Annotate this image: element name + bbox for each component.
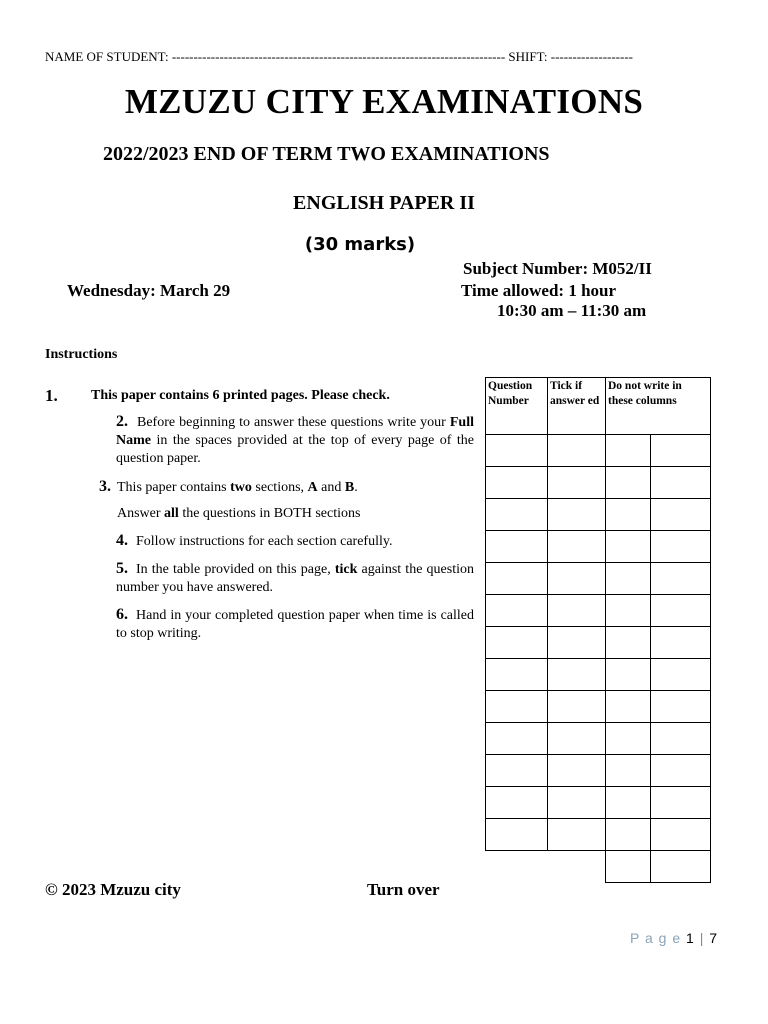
- marker-cell: [651, 819, 711, 851]
- marker-cell: [651, 659, 711, 691]
- marker-cell: [651, 787, 711, 819]
- table-row: [486, 755, 711, 787]
- marker-cell: [651, 723, 711, 755]
- instruction-number: 4.: [116, 532, 128, 549]
- instructions-heading: Instructions: [45, 347, 118, 362]
- table-row: [486, 851, 711, 883]
- column-header-question-number: Question Number: [486, 378, 548, 435]
- answer-cell[interactable]: [548, 435, 606, 467]
- instruction-5: In the table provided on this page, tick against the question number you have answered.: [116, 562, 474, 595]
- page-number: P a g e 1 | 7: [630, 930, 719, 946]
- table-row: [486, 691, 711, 723]
- marker-cell: [606, 755, 651, 787]
- instruction-2: Before beginning to answer these questions write your Full Name in the spaces provided at the top of every page of the question paper.: [116, 415, 474, 466]
- answer-cell[interactable]: [548, 723, 606, 755]
- answer-cell[interactable]: [486, 787, 548, 819]
- marker-cell: [651, 499, 711, 531]
- turn-over-note: Turn over: [367, 880, 440, 899]
- marker-cell: [606, 659, 651, 691]
- answer-cell[interactable]: [548, 467, 606, 499]
- answer-cell[interactable]: [548, 819, 606, 851]
- table-row: [486, 595, 711, 627]
- table-row: [486, 531, 711, 563]
- answer-cell[interactable]: [486, 627, 548, 659]
- instruction-4: Follow instructions for each section carefully.: [136, 534, 393, 549]
- marker-cell: [606, 723, 651, 755]
- blank-cell: [486, 851, 606, 883]
- answer-cell[interactable]: [486, 691, 548, 723]
- answer-cell[interactable]: [548, 627, 606, 659]
- instruction-number: 2.: [116, 413, 128, 430]
- answer-cell[interactable]: [548, 755, 606, 787]
- marker-cell: [651, 563, 711, 595]
- column-header-do-not-write: Do not write in these columns: [606, 378, 711, 435]
- answer-tick-table: [485, 377, 711, 883]
- answer-cell[interactable]: [548, 787, 606, 819]
- answer-cell[interactable]: [548, 499, 606, 531]
- answer-cell[interactable]: [548, 659, 606, 691]
- table-row: [486, 627, 711, 659]
- answer-cell[interactable]: [486, 723, 548, 755]
- instruction-number: 3.: [99, 478, 111, 495]
- answer-cell[interactable]: [486, 659, 548, 691]
- table-row: [486, 467, 711, 499]
- column-header-tick: Tick if answer ed: [548, 378, 606, 435]
- copyright: © 2023 Mzuzu city: [45, 880, 181, 899]
- marker-cell: [606, 531, 651, 563]
- marker-cell: [606, 787, 651, 819]
- table-row: [486, 499, 711, 531]
- marker-cell: [651, 627, 711, 659]
- marker-cell: [651, 435, 711, 467]
- exam-session-title: 2022/2023 END OF TERM TWO EXAMINATIONS: [103, 143, 550, 165]
- marker-cell: [606, 691, 651, 723]
- instruction-1: This paper contains 6 printed pages. Please check.: [91, 388, 390, 403]
- marker-cell: [606, 595, 651, 627]
- student-name-shift-line: NAME OF STUDENT: ----------------------------------------------------------------------------- SHIFT: -------------------: [45, 49, 634, 64]
- marker-cell: [606, 467, 651, 499]
- marker-cell: [606, 435, 651, 467]
- instruction-number: 5.: [116, 560, 128, 577]
- exam-date: Wednesday: March 29: [67, 281, 231, 300]
- answer-cell[interactable]: [548, 691, 606, 723]
- table-row: [486, 563, 711, 595]
- answer-cell[interactable]: [486, 595, 548, 627]
- marker-cell: [606, 499, 651, 531]
- marker-cell: [606, 627, 651, 659]
- marker-cell: [606, 819, 651, 851]
- paper-title: ENGLISH PAPER II: [293, 192, 475, 214]
- table-row: [486, 723, 711, 755]
- instruction-3: This paper contains two sections, A and B.: [117, 480, 358, 495]
- answer-cell[interactable]: [548, 531, 606, 563]
- instruction-3-continued: Answer all the questions in BOTH sections: [117, 506, 361, 521]
- table-row: [486, 819, 711, 851]
- total-marks: (30 marks): [304, 234, 416, 255]
- marker-cell: [651, 467, 711, 499]
- time-slot: 10:30 am – 11:30 am: [497, 301, 647, 320]
- marker-cell: [651, 851, 711, 883]
- table-row: [486, 435, 711, 467]
- subject-number: Subject Number: M052/II: [463, 259, 652, 278]
- marker-cell: [651, 755, 711, 787]
- answer-cell[interactable]: [486, 467, 548, 499]
- answer-cell[interactable]: [548, 563, 606, 595]
- marker-cell: [651, 531, 711, 563]
- answer-cell[interactable]: [548, 595, 606, 627]
- answer-cell[interactable]: [486, 755, 548, 787]
- answer-cell[interactable]: [486, 499, 548, 531]
- instruction-number: 6.: [116, 606, 128, 623]
- answer-cell[interactable]: [486, 531, 548, 563]
- time-allowed: Time allowed: 1 hour: [461, 281, 617, 300]
- answer-cell[interactable]: [486, 435, 548, 467]
- answer-cell[interactable]: [486, 819, 548, 851]
- exam-board-title: MZUZU CITY EXAMINATIONS: [124, 82, 644, 121]
- marker-cell: [606, 563, 651, 595]
- instruction-6: Hand in your completed question paper when time is called to stop writing.: [116, 608, 474, 641]
- marker-cell: [606, 851, 651, 883]
- marker-cell: [651, 691, 711, 723]
- marker-cell: [651, 595, 711, 627]
- table-row: [486, 659, 711, 691]
- answer-cell[interactable]: [486, 563, 548, 595]
- table-row: [486, 787, 711, 819]
- instruction-number: 1.: [45, 386, 58, 405]
